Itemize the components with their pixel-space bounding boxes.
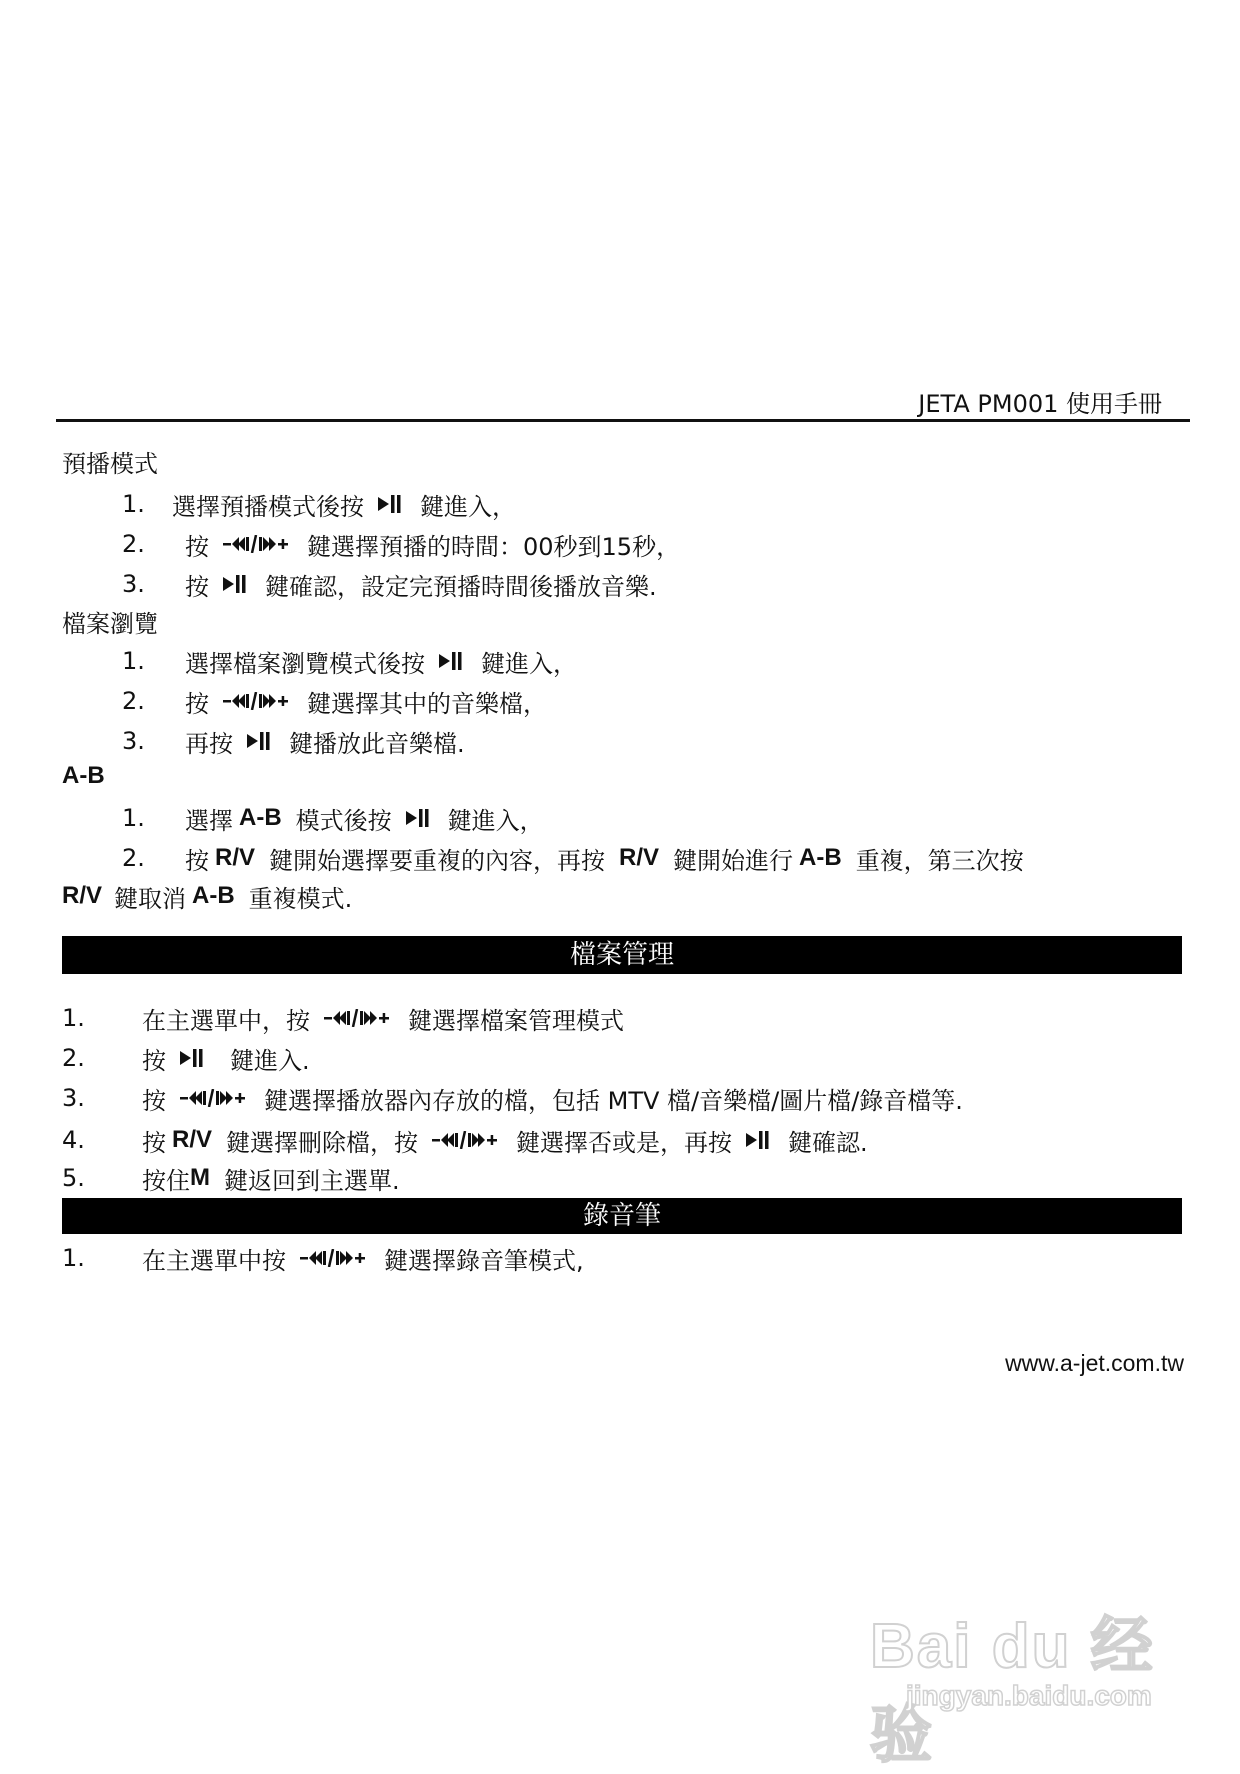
item-bold: R/V	[62, 882, 103, 909]
list-item	[122, 723, 465, 759]
item-text: 按	[142, 1046, 166, 1075]
item-bold: A-B	[192, 882, 235, 909]
prev-next-icon	[300, 1249, 366, 1267]
item-text: 按	[185, 572, 209, 601]
section-heading-browse: 檔案瀏覽	[62, 610, 158, 638]
item-number: 3.	[122, 727, 145, 755]
item-text: 模式後按	[295, 806, 392, 835]
item-number: 2.	[122, 687, 145, 715]
section-bar-recorder: 錄音筆	[62, 1198, 1182, 1234]
item-text: 選擇	[185, 806, 233, 835]
item-bold: R/V	[619, 844, 660, 871]
play-pause-icon	[406, 809, 430, 827]
item-text: 選擇預播模式後按	[172, 492, 364, 521]
list-item	[122, 683, 547, 719]
item-number: 3.	[122, 570, 145, 598]
item-text: 鍵選擇否或是，再按	[516, 1128, 733, 1157]
item-bold: A-B	[239, 804, 282, 831]
play-pause-icon	[180, 1049, 204, 1067]
item-number: 2.	[122, 844, 145, 872]
list-item	[122, 800, 544, 836]
list-item-continuation	[62, 878, 352, 914]
item-text: 按	[142, 1128, 166, 1157]
item-number: 1.	[62, 1244, 85, 1272]
item-number: 2.	[62, 1044, 85, 1072]
item-number: 1.	[122, 804, 145, 832]
item-text: 鍵確認.	[788, 1128, 868, 1157]
play-pause-icon	[439, 652, 463, 670]
item-text: 鍵進入，	[420, 492, 516, 521]
item-text: 鍵選擇錄音筆模式,	[384, 1246, 584, 1275]
baidu-watermark	[870, 1596, 1210, 1770]
page-header-title: JETA PM001 使用手冊	[918, 390, 1162, 418]
item-number: 4.	[62, 1126, 85, 1154]
item-number: 5.	[62, 1164, 85, 1192]
item-number: 1.	[122, 647, 145, 675]
list-item	[122, 486, 516, 522]
list-item	[62, 1160, 400, 1196]
item-text: 重複模式.	[248, 884, 353, 913]
list-item	[122, 840, 1024, 876]
item-number: 3.	[62, 1084, 85, 1112]
item-number: 1.	[122, 490, 145, 518]
item-text: 鍵播放此音樂檔.	[289, 729, 465, 758]
list-item	[122, 566, 657, 602]
item-text: 在主選單中，按	[142, 1006, 310, 1035]
footer-url: www.a-jet.com.tw	[1005, 1350, 1184, 1376]
item-bold: M	[190, 1164, 210, 1191]
item-text: 鍵返回到主選單.	[224, 1166, 400, 1195]
item-text: 鍵取消	[114, 884, 187, 913]
prev-next-icon	[223, 535, 289, 553]
item-text: 在主選單中按	[142, 1246, 286, 1275]
item-text: 鍵選擇檔案管理模式	[408, 1006, 624, 1035]
item-text: 按	[142, 1086, 166, 1115]
item-bold: A-B	[799, 844, 842, 871]
list-item	[62, 1000, 624, 1036]
prev-next-icon	[324, 1009, 390, 1027]
item-number: 2.	[122, 530, 145, 558]
prev-next-icon	[180, 1089, 246, 1107]
item-text: 鍵進入，	[481, 649, 577, 678]
prev-next-icon	[432, 1131, 498, 1149]
item-text: 鍵開始進行	[673, 846, 794, 875]
section-heading-preview: 預播模式	[62, 450, 158, 478]
list-item	[122, 643, 577, 679]
item-number: 1.	[62, 1004, 85, 1032]
item-bold: R/V	[215, 844, 256, 871]
list-item	[62, 1080, 963, 1116]
item-text: 鍵確認，設定完預播時間後播放音樂.	[265, 572, 657, 601]
item-text: 重複，第三次按	[855, 846, 1024, 875]
list-item	[62, 1240, 584, 1276]
item-text: 鍵選擇預播的時間：00秒到15秒，	[307, 532, 681, 561]
item-text: 再按	[185, 729, 233, 758]
list-item	[62, 1040, 310, 1076]
item-text: 鍵選擇其中的音樂檔，	[307, 689, 547, 718]
watermark-url: jingyan.baidu.com	[906, 1680, 1152, 1711]
play-pause-icon	[223, 575, 247, 593]
item-text: 按	[185, 689, 209, 718]
item-bold: R/V	[172, 1126, 213, 1153]
list-item	[62, 1122, 868, 1158]
list-item	[122, 526, 680, 562]
item-text: 選擇檔案瀏覽模式後按	[185, 649, 425, 678]
section-heading-ab: A-B	[62, 762, 105, 789]
item-text: 按	[185, 846, 209, 875]
item-text: 按住	[142, 1166, 190, 1195]
item-text: 鍵進入，	[447, 806, 544, 835]
watermark-logo: Bai du 经验	[870, 1612, 1155, 1770]
item-text: 鍵選擇刪除檔，按	[226, 1128, 419, 1157]
item-text: 鍵選擇播放器內存放的檔，包括 MTV 檔/音樂檔/圖片檔/錄音檔等.	[264, 1086, 963, 1115]
prev-next-icon	[223, 692, 289, 710]
header-divider	[56, 419, 1190, 422]
play-pause-icon	[378, 495, 402, 513]
item-text: 鍵進入.	[230, 1046, 310, 1075]
play-pause-icon	[247, 732, 271, 750]
item-text: 按	[185, 532, 209, 561]
section-bar-file-management: 檔案管理	[62, 936, 1182, 974]
play-pause-icon	[746, 1131, 770, 1149]
item-text: 鍵開始選擇要重複的內容，再按	[269, 846, 606, 875]
